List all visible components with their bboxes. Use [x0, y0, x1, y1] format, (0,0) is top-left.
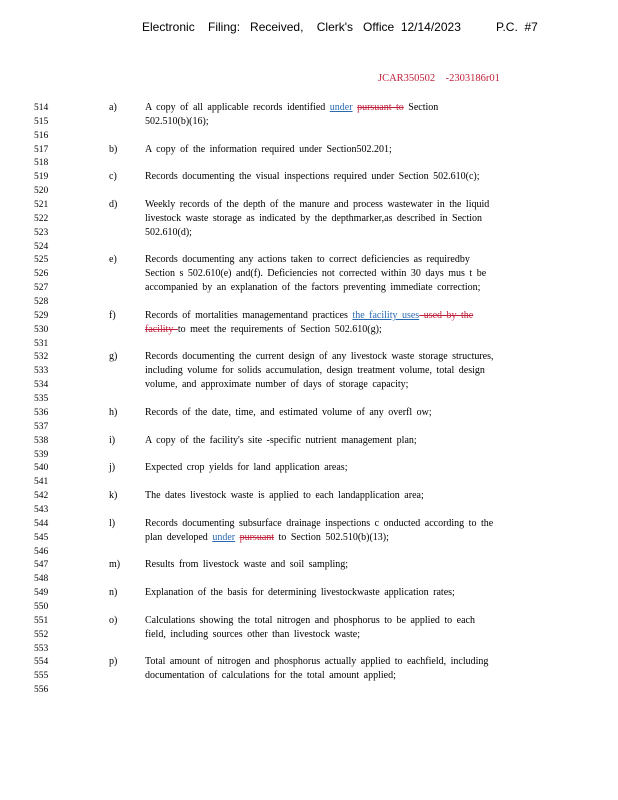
- document-line: [0, 517, 618, 531]
- line-text: [145, 267, 486, 281]
- line-text: [145, 309, 473, 323]
- line-number: 523: [34, 227, 49, 238]
- item-label: l): [109, 517, 116, 529]
- deleted-text: pursuant: [239, 531, 275, 543]
- document-line: [0, 558, 618, 572]
- document-line: [0, 364, 618, 378]
- document-line: [0, 572, 618, 586]
- document-line: [0, 337, 618, 351]
- item-label: h): [109, 406, 118, 418]
- deleted-text: facility: [145, 323, 178, 335]
- line-number: 526: [34, 269, 49, 280]
- line-text: [145, 655, 488, 669]
- document-line: [0, 226, 618, 240]
- document-line: [0, 475, 618, 489]
- line-text: [145, 434, 417, 448]
- document-line: [0, 198, 618, 212]
- text-segment: Results from livestock waste and soil sampling;: [145, 559, 349, 571]
- line-number: 531: [34, 338, 49, 349]
- document-line: [0, 267, 618, 281]
- line-number: 538: [34, 435, 49, 446]
- line-number: 535: [34, 394, 49, 405]
- line-number: 540: [34, 463, 49, 474]
- text-segment: to Section 502.510(b)(13);: [274, 531, 389, 543]
- document-line: [0, 323, 618, 337]
- document-line: [0, 253, 618, 267]
- line-number: 544: [34, 518, 49, 529]
- filing-stamp: Electronic Filing: Received, Clerk's Office 12/14/2023: [142, 20, 461, 34]
- line-number: 546: [34, 546, 49, 557]
- line-number: 550: [34, 601, 49, 612]
- line-text: [145, 461, 347, 475]
- line-number: 528: [34, 297, 49, 308]
- item-label: o): [109, 614, 118, 626]
- text-segment: plan developed: [145, 531, 213, 543]
- line-number: 521: [34, 200, 49, 211]
- deleted-text: used by the: [419, 309, 474, 321]
- document-line: [0, 600, 618, 614]
- document-line: [0, 378, 618, 392]
- line-number: 543: [34, 504, 49, 515]
- document-line: [0, 170, 618, 184]
- item-label: a): [109, 102, 117, 113]
- line-number: 515: [34, 116, 49, 127]
- line-number: 522: [34, 213, 49, 224]
- document-line: [0, 614, 618, 628]
- item-label: i): [109, 434, 116, 446]
- line-number: 551: [34, 615, 49, 626]
- line-text: [145, 378, 408, 392]
- document-line: [0, 309, 618, 323]
- document-line: [0, 406, 618, 420]
- document-line: [0, 642, 618, 656]
- document-line: [0, 461, 618, 475]
- line-number: 533: [34, 366, 49, 377]
- text-segment: The dates livestock waste is applied to each landapplication area;: [145, 490, 424, 502]
- line-number: 516: [34, 130, 49, 141]
- line-number: 514: [34, 103, 49, 113]
- text-segment: 502.510(b)(16);: [145, 115, 209, 127]
- document-line: [0, 392, 618, 406]
- text-segment: Records of mortalities managementand practices: [145, 309, 353, 321]
- text-segment: Total amount of nitrogen and phosphorus actually applied to eachfield, including: [145, 656, 489, 668]
- line-number: 534: [34, 380, 49, 391]
- document-line: [0, 156, 618, 170]
- inserted-text: the facility uses: [352, 309, 420, 321]
- item-label: b): [109, 143, 118, 155]
- line-number: 545: [34, 532, 49, 543]
- item-label: g): [109, 351, 118, 363]
- text-segment: field, including sources other than livestock waste;: [145, 628, 361, 640]
- line-number: 518: [34, 158, 49, 169]
- text-segment: Records documenting any actions taken to correct deficiencies as requiredby: [145, 254, 470, 266]
- line-number: 519: [34, 172, 49, 183]
- line-text: [145, 558, 348, 572]
- text-segment: 502.610(d);: [145, 226, 192, 238]
- line-number: 556: [34, 685, 49, 696]
- line-text: [145, 170, 480, 184]
- line-text: [145, 143, 392, 157]
- text-segment: to meet the requirements of Section 502.610(g);: [177, 323, 382, 335]
- text-segment: Calculations showing the total nitrogen and phosphorus to be applied to each: [145, 614, 475, 626]
- line-text: [145, 101, 438, 115]
- line-number: 548: [34, 574, 49, 585]
- line-number: 541: [34, 477, 49, 488]
- line-text: [145, 350, 494, 364]
- inserted-text: under: [212, 531, 236, 543]
- document-line: [0, 281, 618, 295]
- line-number: 539: [34, 449, 49, 460]
- line-number: 547: [34, 560, 49, 571]
- item-label: j): [109, 462, 116, 474]
- line-text: [145, 212, 482, 226]
- document-line: [0, 586, 618, 600]
- line-text: [145, 281, 480, 295]
- line-number: 549: [34, 588, 49, 599]
- line-text: [145, 669, 396, 683]
- pc-number: P.C. #7: [496, 20, 538, 34]
- document-line: [0, 489, 618, 503]
- line-number: 524: [34, 241, 49, 252]
- line-text: [145, 628, 360, 642]
- item-label: k): [109, 490, 118, 502]
- document-line: [0, 240, 618, 254]
- document-line: [0, 655, 618, 669]
- document-id: JCAR350502 -2303186r01: [378, 73, 500, 84]
- document-line: [0, 101, 618, 115]
- text-segment: Records of the date, time, and estimated volume of any overfl ow;: [145, 406, 432, 418]
- line-text: [145, 406, 432, 420]
- document-line: [0, 503, 618, 517]
- item-label: m): [109, 559, 121, 571]
- document-line: [0, 683, 618, 697]
- document-line: [0, 143, 618, 157]
- document-line: [0, 531, 618, 545]
- text-segment: Records documenting subsurface drainage inspections c onducted according to the: [145, 517, 494, 529]
- line-number: 536: [34, 407, 49, 418]
- line-number: 532: [34, 352, 49, 363]
- text-segment: Section s 502.610(e) and(f). Deficiencies not corrected within 30 days mus t be: [145, 268, 487, 280]
- document-line: [0, 420, 618, 434]
- line-number: 537: [34, 421, 49, 432]
- line-text: [145, 614, 475, 628]
- text-segment: Records documenting the visual inspections required under Section 502.610(c);: [145, 171, 480, 183]
- line-text: [145, 253, 470, 267]
- item-label: d): [109, 199, 118, 211]
- text-segment: livestock waste storage as indicated by the depthmarker,as described in Section: [145, 212, 482, 224]
- item-label: f): [109, 309, 116, 321]
- document-line: [0, 295, 618, 309]
- text-segment: A copy of all applicable records identified: [145, 102, 330, 113]
- document-line: [0, 669, 618, 683]
- inserted-text: under: [329, 102, 353, 113]
- line-number: 552: [34, 629, 49, 640]
- text-segment: documentation of calculations for the total amount applied;: [145, 670, 396, 682]
- item-label: e): [109, 254, 117, 266]
- line-text: [145, 364, 485, 378]
- line-number: 554: [34, 657, 49, 668]
- line-text: [145, 323, 382, 337]
- text-segment: accompanied by an explanation of the factors preventing immediate correction;: [145, 282, 481, 294]
- line-number: 517: [34, 144, 49, 155]
- document-line: [0, 545, 618, 559]
- line-number: 529: [34, 310, 49, 321]
- line-text: [145, 115, 209, 129]
- text-segment: volume, and approximate number of days of storage capacity;: [145, 379, 409, 391]
- line-text: [145, 198, 489, 212]
- text-segment: A copy of the facility's site -specific nutrient management plan;: [145, 434, 417, 446]
- line-text: [145, 531, 389, 545]
- text-segment: Explanation of the basis for determining livestockwaste application rates;: [145, 587, 455, 599]
- line-text: [145, 517, 493, 531]
- line-number: 553: [34, 643, 49, 654]
- line-number: 555: [34, 671, 49, 682]
- text-segment: A copy of the information required under Section502.201;: [145, 143, 392, 155]
- text-segment: including volume for solids accumulation, design treatment volume, total design: [145, 365, 485, 377]
- line-text: [145, 489, 424, 503]
- item-label: p): [109, 656, 118, 668]
- text-segment: Section: [403, 102, 439, 113]
- document-line: [0, 184, 618, 198]
- document-line: [0, 350, 618, 364]
- text-segment: Weekly records of the depth of the manure and process wastewater in the liquid: [145, 199, 490, 211]
- text-segment: Expected crop yields for land application areas;: [145, 462, 348, 474]
- document-line: [0, 628, 618, 642]
- line-text: [145, 586, 455, 600]
- line-number: 520: [34, 186, 49, 197]
- document-line: [0, 434, 618, 448]
- document-line: [0, 129, 618, 143]
- document-line: [0, 212, 618, 226]
- line-number: 527: [34, 283, 49, 294]
- line-number: 525: [34, 255, 49, 266]
- line-number: 530: [34, 324, 49, 335]
- document-line: [0, 115, 618, 129]
- deleted-text: pursuant to: [357, 102, 404, 113]
- document-line: [0, 448, 618, 462]
- filing-header: [0, 20, 618, 62]
- item-label: n): [109, 587, 118, 599]
- item-label: c): [109, 171, 117, 183]
- text-segment: Records documenting the current design of any livestock waste storage structures,: [145, 351, 494, 363]
- line-number: 542: [34, 491, 49, 502]
- line-text: [145, 226, 192, 240]
